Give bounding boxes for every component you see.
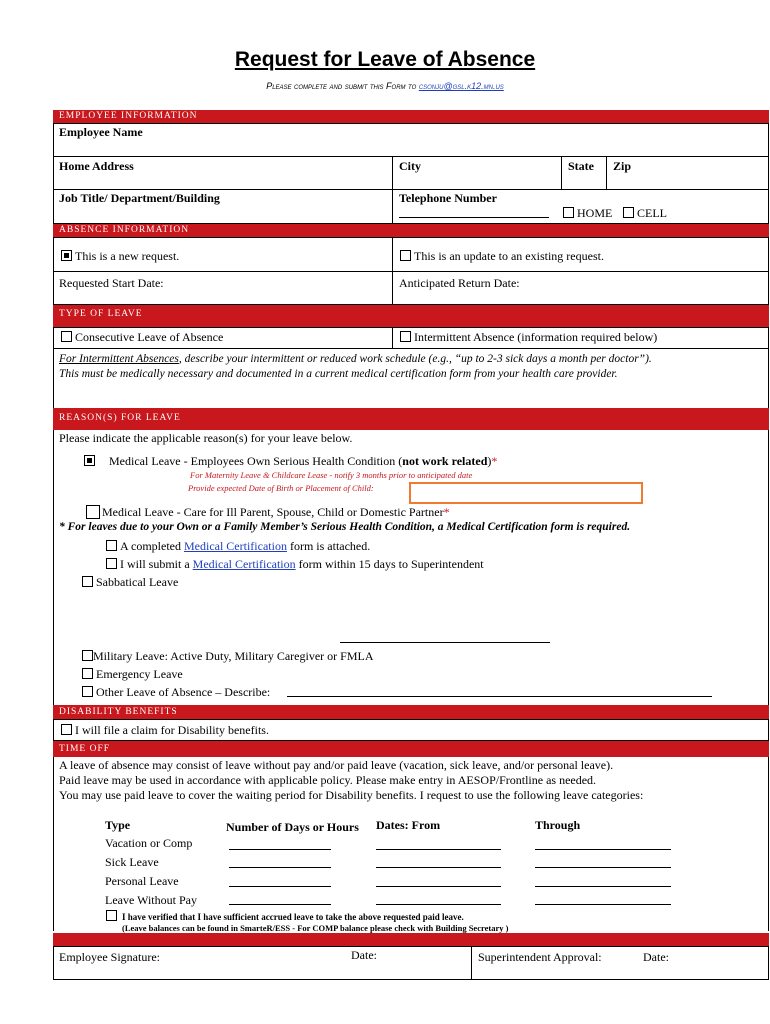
city-label: City xyxy=(399,159,421,173)
intermittent-label: Intermittent Absence (information required below) xyxy=(414,330,658,344)
medical-own-suffix: ) xyxy=(487,454,492,468)
through-date-field[interactable] xyxy=(535,849,671,850)
divider xyxy=(53,189,769,190)
employee-date-label: Date: xyxy=(351,948,377,962)
absence-info-header: ABSENCE INFORMATION xyxy=(53,224,769,237)
disability-header: DISABILITY BENEFITS xyxy=(53,705,769,719)
divider xyxy=(561,156,562,189)
medical-family-option[interactable] xyxy=(86,505,450,520)
from-date-field[interactable] xyxy=(376,849,501,850)
leave-type-header: TYPE OF LEAVE xyxy=(53,305,769,327)
employee-info-header: EMPLOYEE INFORMATION xyxy=(53,110,769,123)
through-date-field[interactable] xyxy=(535,867,671,868)
home-label: HOME xyxy=(577,206,613,220)
home-option[interactable] xyxy=(563,206,612,221)
col-type-header: Type xyxy=(105,818,131,832)
emergency-checkbox[interactable] xyxy=(82,668,93,679)
intermittent-option[interactable] xyxy=(400,330,657,345)
cert-attached-pre: A completed xyxy=(120,539,184,553)
start-date-label: Requested Start Date: xyxy=(59,276,164,290)
disability-label: I will file a claim for Disability benefits. xyxy=(75,723,269,737)
maternity-note: For Maternity Leave & Childcare Lease - notify 3 months prior to anticipated date xyxy=(190,470,473,480)
military-checkbox[interactable] xyxy=(82,650,93,661)
divider xyxy=(53,757,54,931)
other-checkbox[interactable] xyxy=(82,686,93,697)
col-through-header: Through xyxy=(535,818,581,832)
leave-row-label: Personal Leave xyxy=(105,874,179,888)
divider xyxy=(392,156,393,224)
state-label: State xyxy=(568,159,594,173)
verify-option[interactable] xyxy=(106,910,464,922)
home-checkbox[interactable] xyxy=(563,207,574,218)
divider xyxy=(53,156,769,157)
intermittent-note-text: , describe your intermittent or reduced work schedule (e.g., “up to 2-3 sick days a month per doctor”). xyxy=(178,353,652,365)
employee-signature-label: Employee Signature: xyxy=(59,950,160,964)
col-from-header: Dates: From xyxy=(376,818,441,832)
sabbatical-label: Sabbatical Leave xyxy=(96,575,179,589)
consecutive-checkbox[interactable] xyxy=(61,331,72,342)
divider xyxy=(768,349,769,409)
military-option[interactable] xyxy=(82,649,374,664)
consecutive-label: Consecutive Leave of Absence xyxy=(75,330,224,344)
certification-required-text: * For leaves due to your Own or a Family Member’s Serious Health Condition, a Medical Certification form is required. xyxy=(59,521,631,533)
reasons-intro: Please indicate the applicable reason(s) for your leave below. xyxy=(59,431,353,445)
col-days-header: Number of Days or Hours xyxy=(226,820,359,834)
telephone-label: Telephone Number xyxy=(399,191,497,205)
days-field[interactable] xyxy=(229,867,331,868)
divider xyxy=(392,327,393,349)
superintendent-date-label: Date: xyxy=(643,950,669,964)
required-star: * xyxy=(491,454,498,468)
through-date-field[interactable] xyxy=(535,904,671,905)
divider xyxy=(53,271,769,272)
medical-certification-link[interactable]: Medical Certification xyxy=(183,539,287,553)
cell-label: CELL xyxy=(637,206,667,220)
cell-checkbox[interactable] xyxy=(623,207,634,218)
certification-required-note xyxy=(59,521,630,533)
divider xyxy=(768,757,769,931)
emergency-label: Emergency Leave xyxy=(96,667,183,681)
superintendent-approval-label: Superintendent Approval: xyxy=(478,950,602,964)
intermittent-note-lead: For Intermittent Absences xyxy=(59,353,179,365)
cell-option[interactable] xyxy=(623,206,667,221)
sabbatical-option[interactable] xyxy=(82,575,178,590)
from-date-field[interactable] xyxy=(376,886,501,887)
other-describe-field[interactable] xyxy=(287,685,712,697)
return-date-label: Anticipated Return Date: xyxy=(399,276,520,290)
required-star: * xyxy=(443,505,450,519)
new-request-option[interactable] xyxy=(61,249,179,264)
medical-certification-link[interactable]: Medical Certification xyxy=(192,557,296,571)
birth-date-note: Provide expected Date of Birth or Placement of Child: xyxy=(188,483,374,493)
leave-balance-note: (Leave balances can be found in SmarteR/ESS - For COMP balance please check with Building Secretary ) xyxy=(122,923,509,933)
medical-family-label: Medical Leave - Care for Ill Parent, Spouse, Child or Domestic Partner xyxy=(102,505,444,519)
divider xyxy=(768,430,769,706)
divider xyxy=(53,349,54,409)
medical-own-option[interactable] xyxy=(84,454,497,469)
birth-date-input[interactable] xyxy=(409,482,643,504)
cert-attached-post: form is attached. xyxy=(286,539,371,553)
cert-submit-pre: I will submit a xyxy=(120,557,193,571)
signature-divider-bar xyxy=(53,933,769,946)
zip-label: Zip xyxy=(613,159,632,173)
sabbatical-line xyxy=(340,642,550,643)
subtitle-text: Please complete and submit this Form to xyxy=(266,81,417,91)
intermittent-note xyxy=(59,353,764,365)
consecutive-option[interactable] xyxy=(61,330,223,345)
cert-submit-checkbox[interactable] xyxy=(106,558,117,569)
disability-checkbox[interactable] xyxy=(61,724,72,735)
page-title: Request for Leave of Absence xyxy=(234,48,536,71)
other-label: Other Leave of Absence – Describe: xyxy=(96,685,271,699)
days-field[interactable] xyxy=(229,849,331,850)
time-off-header: TIME OFF xyxy=(53,741,769,757)
page-subtitle xyxy=(0,81,770,91)
update-request-option[interactable] xyxy=(400,249,604,264)
sabbatical-checkbox[interactable] xyxy=(82,576,93,587)
from-date-field[interactable] xyxy=(376,904,501,905)
medical-own-checkbox[interactable] xyxy=(84,455,95,466)
update-request-label: This is an update to an existing request. xyxy=(414,249,604,263)
cert-submit-option[interactable] xyxy=(106,557,484,572)
leave-row-label: Sick Leave xyxy=(105,855,159,869)
time-off-paragraph-2: Paid leave may be used in accordance with applicable policy. Please make entry in AESOP/Frontline as needed. xyxy=(59,773,597,787)
through-date-field[interactable] xyxy=(535,886,671,887)
medical-own-bold: not work related xyxy=(402,454,488,468)
medical-family-checkbox[interactable] xyxy=(86,505,100,519)
intermittent-checkbox[interactable] xyxy=(400,331,411,342)
divider xyxy=(471,946,472,980)
employee-name-label: Employee Name xyxy=(59,125,143,139)
time-off-paragraph-1: A leave of absence may consist of leave without pay and/or paid leave (vacation, sick leave, and/or personal leave). xyxy=(59,758,614,772)
reasons-header: REASON(S) FOR LEAVE xyxy=(53,408,769,430)
from-date-field[interactable] xyxy=(376,867,501,868)
divider xyxy=(606,156,607,189)
new-request-checkbox[interactable] xyxy=(61,250,72,261)
military-label: Military Leave: Active Duty, Military Caregiver or FMLA xyxy=(93,649,374,663)
email-link[interactable]: csonju@gsl.k12.mn.us xyxy=(418,81,504,91)
cert-submit-post: form within 15 days to Superintendent xyxy=(295,557,484,571)
divider xyxy=(53,430,54,706)
medical-own-label: Medical Leave - Employees Own Serious Health Condition ( xyxy=(109,454,403,468)
verify-label: I have verified that I have sufficient accrued leave to take the above requested paid leave. xyxy=(122,912,464,922)
days-field[interactable] xyxy=(229,886,331,887)
intermittent-note-line2: This must be medically necessary and documented in a current medical certification form from your health care provider. xyxy=(59,368,618,380)
leave-row-label: Vacation or Comp xyxy=(105,836,193,850)
home-address-label: Home Address xyxy=(59,159,134,173)
disability-option[interactable] xyxy=(61,723,269,738)
verify-checkbox[interactable] xyxy=(106,910,117,921)
other-option[interactable] xyxy=(82,685,270,700)
job-title-label: Job Title/ Department/Building xyxy=(59,191,220,205)
cert-attached-checkbox[interactable] xyxy=(106,540,117,551)
cert-attached-option[interactable] xyxy=(106,539,370,554)
new-request-label: This is a new request. xyxy=(75,249,180,263)
leave-row-label: Leave Without Pay xyxy=(105,893,197,907)
telephone-field[interactable] xyxy=(399,205,549,218)
update-request-checkbox[interactable] xyxy=(400,250,411,261)
emergency-option[interactable] xyxy=(82,667,183,682)
days-field[interactable] xyxy=(229,904,331,905)
time-off-paragraph-3: You may use paid leave to cover the waiting period for Disability benefits. I request to use the following leave categories: xyxy=(59,788,644,802)
